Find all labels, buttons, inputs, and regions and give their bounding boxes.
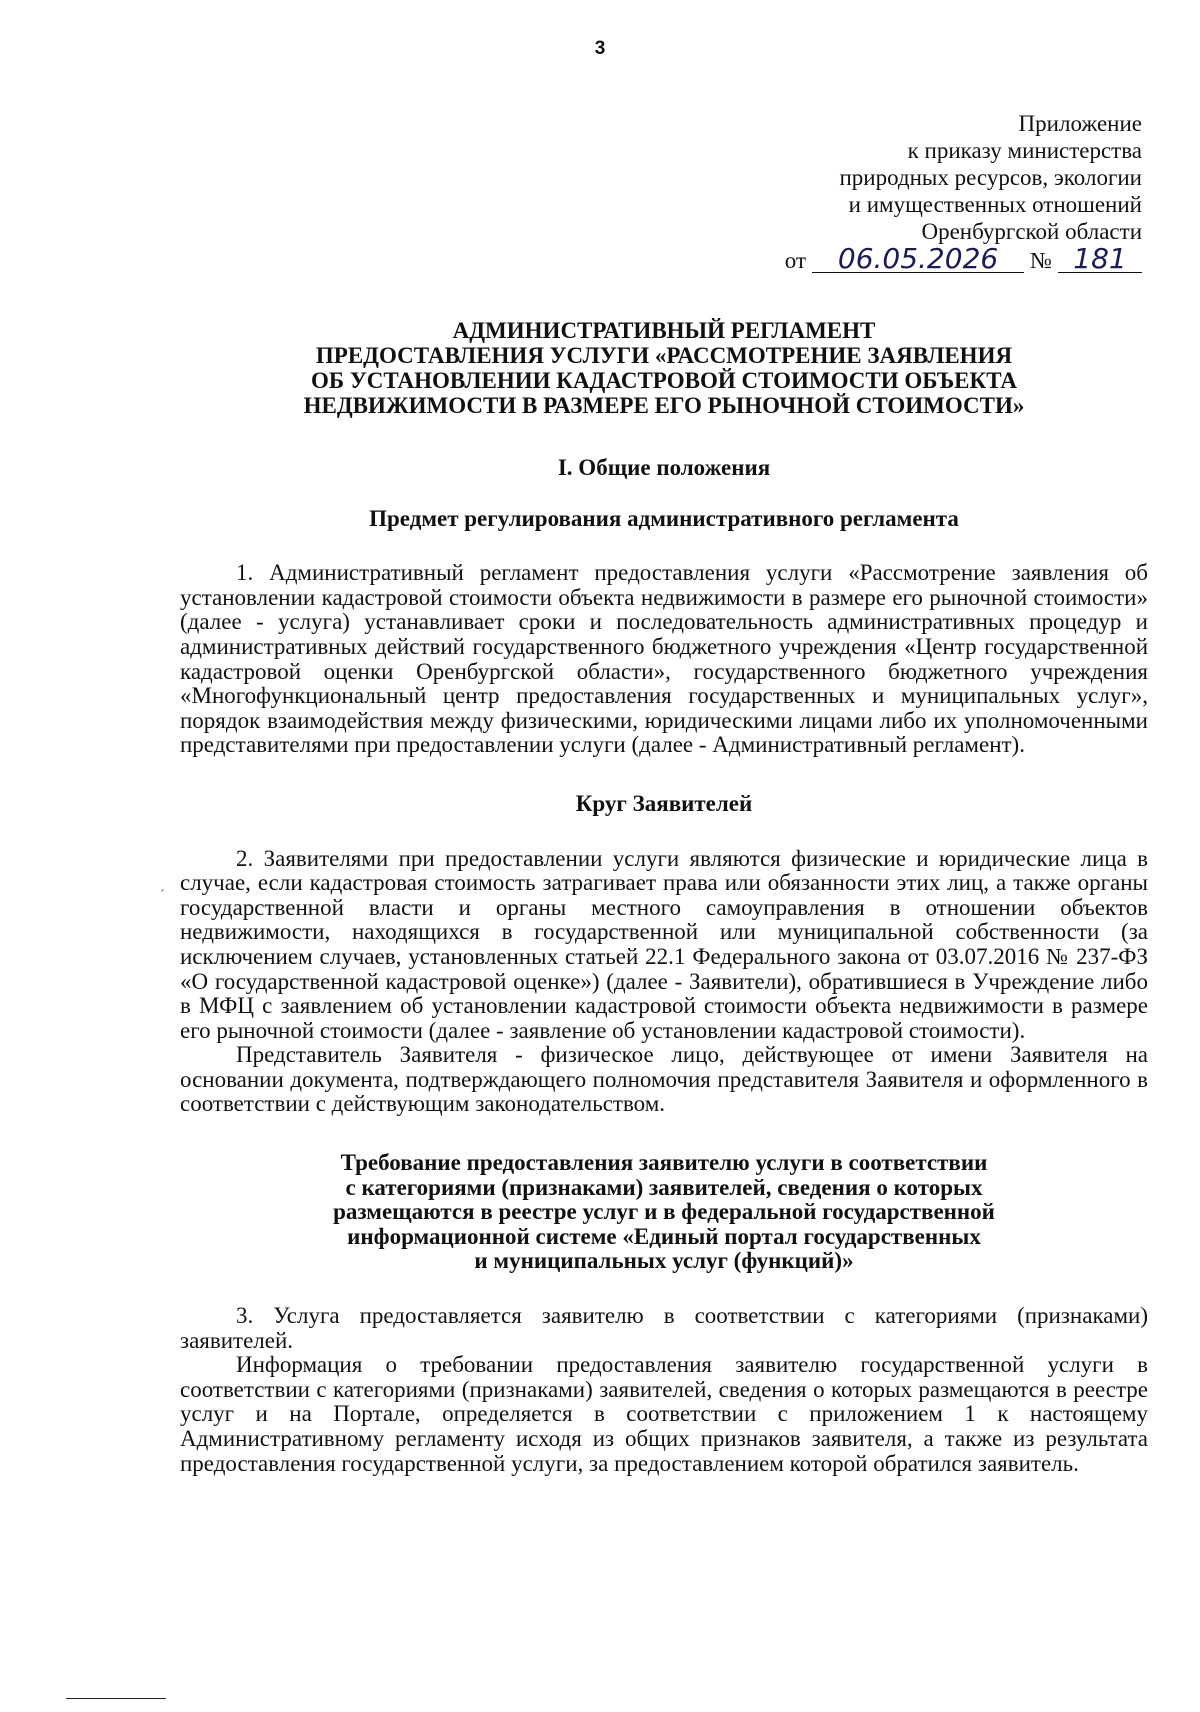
- appendix-line: Оренбургской области: [921, 219, 1142, 244]
- appendix-line: и имущественных отношений: [848, 192, 1142, 217]
- subsection-line: информационной системе «Единый портал государственных: [347, 1223, 981, 1249]
- paragraph-1: 1. Административный регламент предоставления услуги «Рассмотрение заявления об установлении кадастровой стоимости объекта недвижимости в размере его рыночной стоимости» (далее - услуга) устанавливает сроки и последовательность административных процедур и административных действий государственного бюджетного учреждения «Центр государственной кадастровой оценки Оренбургской области», государственного бюджетного учреждения «Многофункциональный центр предоставления государственных и муниципальных услуг», порядок взаимодействия между физическими, юридическими лицами либо их уполномоченными представителями при предоставлении услуги (далее - Административный регламент).: [180, 560, 1148, 758]
- appendix-block: [582, 110, 1142, 274]
- subsection-line: и муниципальных услуг (функций)»: [474, 1248, 854, 1274]
- section-heading: I. Общие положения: [557, 455, 771, 480]
- paragraph-2: 2. Заявителями при предоставлении услуги являются физические и юридические лица в случае, если кадастровая стоимость затрагивает права или обязанности этих лиц, а также органы государственной власти и органы местного самоуправления в отношении объектов недвижимости, находящихся в государственной или муниципальной собственности (за исключением случаев, установленных статьей 22.1 Федерального закона от 03.07.2016 № 237-ФЗ «О государственной кадастровой оценке») (далее - Заявители), обратившиеся в Учреждение либо в МФЦ с заявлением об установлении кадастровой стоимости объекта недвижимости в размере его рыночной стоимости (далее - заявление об установлении кадастровой стоимости).: [180, 845, 1148, 1043]
- paragraph-3b: Информация о требовании предоставления заявителю государственной услуги в соответствии с категориями (признаками) заявителей, сведения о которых размещаются в реестре услуг и на Портале, определяется в соответствии с приложением 1 к настоящему Административному регламенту исходя из общих признаков заявителя, а также из результата предоставления государственной услуги, за предоставлением которой обратился заявитель.: [180, 1352, 1148, 1476]
- handwritten-number: 181: [1058, 245, 1142, 273]
- title-line: ОБ УСТАНОВЛЕНИИ КАДАСТРОВОЙ СТОИМОСТИ ОБЪЕКТА: [310, 368, 1018, 393]
- handwritten-date: 06.05.2026: [812, 245, 1024, 273]
- order-date-number: [582, 242, 1142, 275]
- page-number: 3: [594, 38, 606, 59]
- subsection-line: размещаются в реестре услуг и в федеральной государственной: [333, 1199, 995, 1225]
- footer-rule: [66, 1698, 166, 1699]
- appendix-line: к приказу министерства: [907, 138, 1142, 163]
- subsection-line: с категориями (признаками) заявителей, сведения о которых: [345, 1174, 983, 1200]
- subsection-heading: Предмет регулирования административного регламента: [369, 505, 959, 531]
- title-line: ПРЕДОСТАВЛЕНИЯ УСЛУГИ «РАССМОТРЕНИЕ ЗАЯВЛЕНИЯ: [315, 343, 1013, 368]
- appendix-line: природных ресурсов, экологии: [839, 165, 1142, 190]
- number-prefix: №: [1030, 248, 1052, 273]
- title-line: НЕДВИЖИМОСТИ В РАЗМЕРЕ ЕГО РЫНОЧНОЙ СТОИМОСТИ»: [303, 393, 1025, 418]
- date-prefix: от: [784, 248, 807, 273]
- appendix-line: Приложение: [1018, 111, 1142, 136]
- document-title: [180, 318, 1148, 418]
- margin-tick-mark: ˊ: [160, 888, 165, 903]
- paragraph-3: 3. Услуга предоставляется заявителю в соответствии с категориями (признаками) заявителей.: [180, 1303, 1148, 1353]
- title-line: АДМИНИСТРАТИВНЫЙ РЕГЛАМЕНТ: [452, 318, 876, 343]
- subsection-heading: [180, 1151, 1148, 1274]
- document-body: [180, 318, 1148, 1476]
- subsection-heading: Круг Заявителей: [575, 790, 753, 816]
- subsection-line: Требование предоставления заявителю услуги в соответствии: [340, 1150, 988, 1176]
- paragraph-2b: Представитель Заявителя - физическое лицо, действующее от имени Заявителя на основании документа, подтверждающего полномочия представителя Заявителя и оформленного в соответствии с действующим законодательством.: [180, 1042, 1148, 1117]
